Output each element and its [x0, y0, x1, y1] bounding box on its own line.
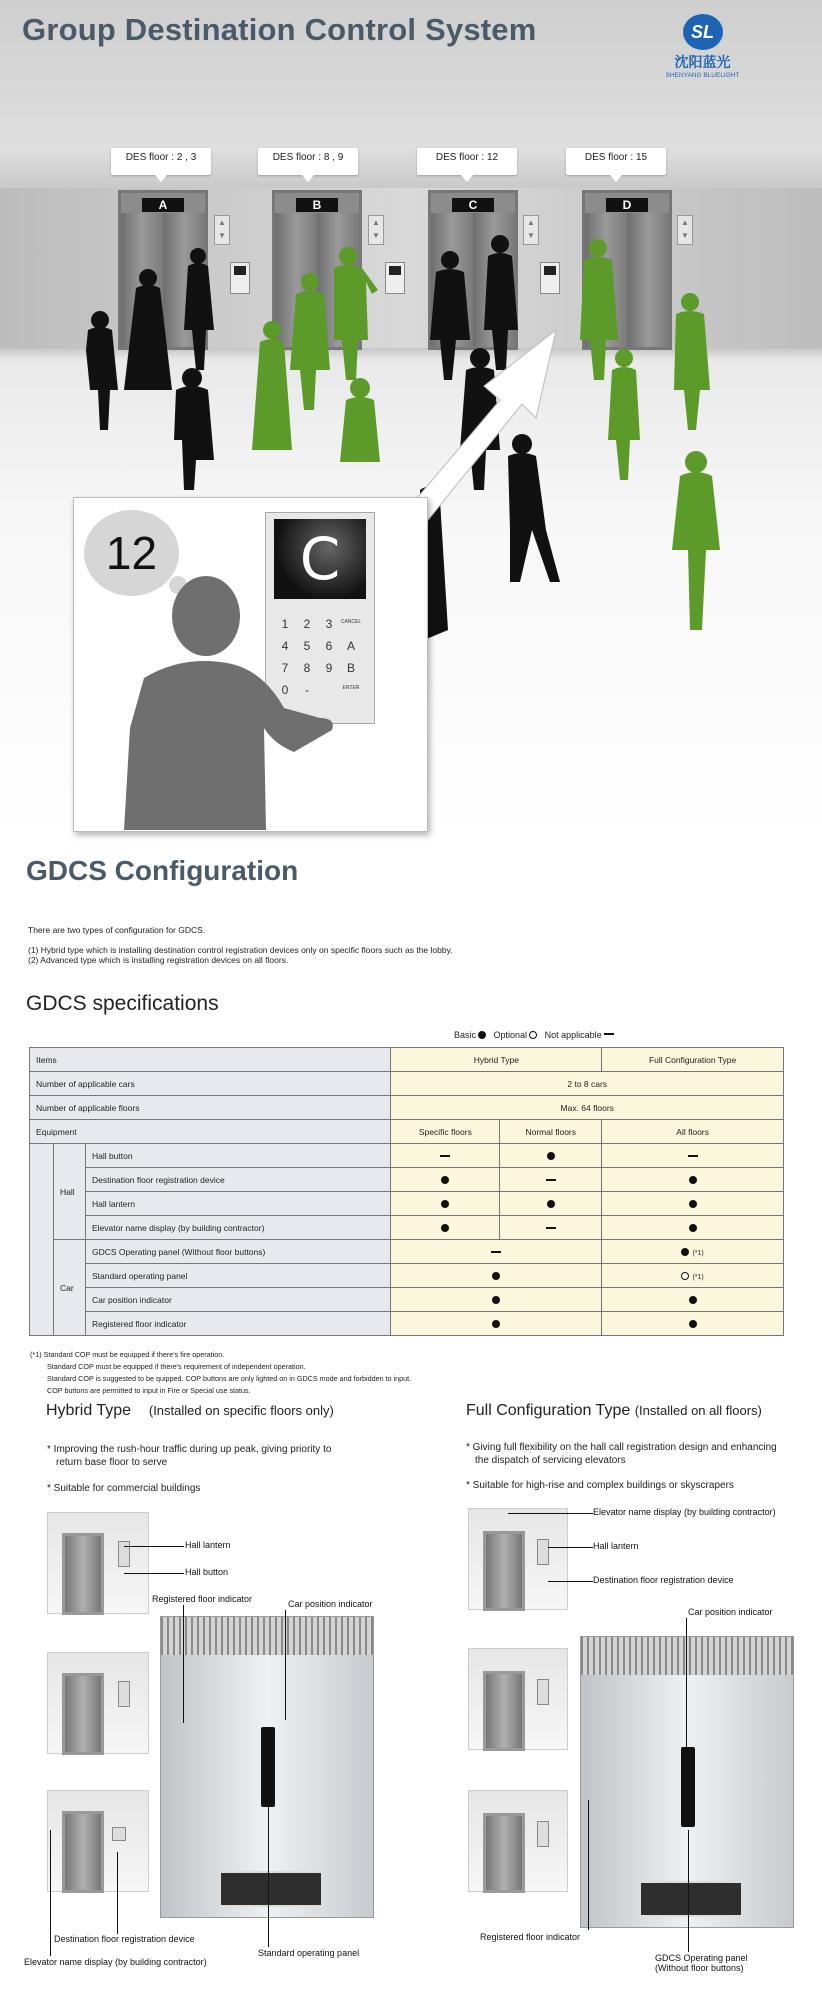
label-dest-device: Destination floor registration device — [593, 1575, 734, 1585]
car-label-d: D — [606, 198, 648, 212]
mark-cell — [602, 1264, 784, 1288]
dash-icon — [688, 1155, 698, 1157]
floor-mat — [219, 1871, 323, 1907]
floor-mat — [639, 1881, 743, 1917]
table-row — [30, 1096, 784, 1120]
hybrid-floor-lobby — [47, 1790, 149, 1892]
row-label: Destination floor registration device — [85, 1168, 391, 1192]
filled-dot-icon — [441, 1176, 449, 1184]
filled-dot-icon — [689, 1320, 697, 1328]
keypad-key: 7 — [281, 661, 289, 675]
logo-mark: SL — [683, 14, 723, 50]
header-items: Items — [30, 1048, 391, 1072]
dash-icon — [546, 1179, 556, 1181]
label-dest-device: Destination floor registration device — [54, 1934, 195, 1944]
keypad-key: 4 — [281, 639, 289, 653]
leader-line — [548, 1581, 593, 1582]
keypad-key: A — [346, 639, 355, 653]
spec-table — [29, 1047, 784, 1336]
table-row — [30, 1240, 784, 1264]
keypad-key: 1 — [281, 617, 289, 631]
row-label: GDCS Operating panel (Without floor buttons) — [85, 1240, 391, 1264]
table-indent — [30, 1144, 54, 1336]
footnote-ref: (*1) — [692, 1273, 704, 1281]
header-hybrid: Hybrid Type — [391, 1048, 602, 1072]
legend-na-label: Not applicable — [544, 1030, 602, 1040]
col-specific: Specific floors — [391, 1120, 500, 1144]
footnote: Standard COP is suggested to be quipped. COP buttons are only lighted on in GDCS mode and forbidden to input. — [47, 1374, 412, 1383]
table-row — [30, 1192, 784, 1216]
config-point-2: (2) Advanced type which is installing registration devices on all floors. — [28, 955, 289, 965]
mark-cell — [602, 1216, 784, 1240]
mark-cell — [391, 1288, 602, 1312]
dash-icon — [491, 1251, 501, 1253]
col-normal: Normal floors — [500, 1120, 602, 1144]
page-title: Group Destination Control System — [22, 12, 537, 47]
table-row — [30, 1216, 784, 1240]
mark-cell — [602, 1168, 784, 1192]
car-label-a: A — [142, 198, 184, 212]
filled-dot-icon — [689, 1224, 697, 1232]
full-floor-upper — [468, 1508, 568, 1610]
mark-cell — [391, 1192, 500, 1216]
table-row — [30, 1288, 784, 1312]
mark-cell — [391, 1144, 500, 1168]
filled-dot-icon — [689, 1296, 697, 1304]
keypad-key: 8 — [303, 661, 311, 675]
hybrid-subtitle: (Installed on specific floors only) — [148, 1403, 334, 1418]
table-row — [30, 1120, 784, 1144]
filled-dot-icon — [547, 1152, 555, 1160]
car-label-c: C — [452, 198, 494, 212]
dash-icon — [440, 1155, 450, 1157]
filled-dot-icon — [492, 1296, 500, 1304]
label-gdcs-panel-note: (Without floor buttons) — [655, 1963, 744, 1973]
mark-cell — [500, 1216, 602, 1240]
table-row — [30, 1168, 784, 1192]
row-label: Equipment — [30, 1120, 391, 1144]
full-floor-mid — [468, 1648, 568, 1750]
leader-line — [50, 1830, 51, 1956]
hybrid-title — [46, 1402, 334, 1420]
keypad-key: - — [305, 683, 309, 697]
label-hall-button: Hall button — [185, 1567, 229, 1577]
hall-lantern-icon: ▲ ▼ — [214, 215, 230, 245]
legend-optional-label: Optional — [493, 1030, 528, 1040]
keypad-key: 0 — [281, 683, 289, 697]
footnote: COP buttons are permitted to input in Fire or Special use status. — [47, 1386, 251, 1395]
table-row — [30, 1144, 784, 1168]
mark-cell — [500, 1144, 602, 1168]
hybrid-car-cabin — [160, 1616, 374, 1918]
hero-illustration — [0, 0, 822, 843]
header-full: Full Configuration Type — [602, 1048, 784, 1072]
row-value: Max. 64 floors — [391, 1096, 784, 1120]
keypad-key: CANCEL — [340, 619, 362, 625]
footnote-ref: (*1) — [692, 1249, 704, 1257]
label-hall-lantern: Hall lantern — [593, 1541, 639, 1551]
mark-cell — [602, 1240, 784, 1264]
full-subtitle: (Installed on all floors) — [634, 1403, 762, 1418]
car-label-b: B — [296, 198, 338, 212]
leader-line — [124, 1573, 184, 1574]
label-registered-floor: Registered floor indicator — [152, 1594, 253, 1604]
full-floor-lobby — [468, 1790, 568, 1892]
des-floor-tag-b: DES floor : 8 , 9 — [258, 148, 358, 175]
filled-dot-icon — [492, 1272, 500, 1280]
symbol-legend — [454, 1030, 614, 1040]
mark-cell — [391, 1240, 602, 1264]
mark-cell — [391, 1168, 500, 1192]
table-row — [30, 1312, 784, 1336]
label-std-panel: Standard operating panel — [258, 1948, 360, 1958]
keypad-key: ENTER — [342, 685, 360, 691]
des-floor-tag-d: DES floor : 15 — [566, 148, 666, 175]
leader-line — [688, 1830, 689, 1952]
table-row — [30, 1264, 784, 1288]
row-label: Hall button — [85, 1144, 391, 1168]
mark-cell — [500, 1168, 602, 1192]
row-label: Number of applicable cars — [30, 1072, 391, 1096]
label-elev-name: Elevator name display (by building contractor) — [24, 1957, 207, 1967]
dash-icon — [546, 1227, 556, 1229]
footnote: Standard COP must be equipped if there's requirement of independent operation. — [47, 1362, 306, 1371]
mark-cell — [391, 1216, 500, 1240]
config-point-1: (1) Hybrid type which is installing destination control registration devices only on specific floors such as the lobby. — [28, 945, 453, 955]
filled-dot-icon — [441, 1200, 449, 1208]
leader-line — [548, 1547, 593, 1548]
mark-cell — [500, 1192, 602, 1216]
row-label: Standard operating panel — [85, 1264, 391, 1288]
mark-cell — [391, 1264, 602, 1288]
hall-lantern-icon: ▲ ▼ — [368, 215, 384, 245]
hall-lantern-icon: ▲ ▼ — [523, 215, 539, 245]
table-header-row — [30, 1048, 784, 1072]
user-silhouette — [124, 568, 334, 830]
label-registered-floor: Registered floor indicator — [480, 1932, 581, 1942]
keypad-screen: C — [274, 519, 366, 599]
logo-english-name: SHENYANG BLUELIGHT — [665, 72, 740, 79]
hollow-circle-icon — [681, 1272, 689, 1280]
hybrid-floor-mid — [47, 1652, 149, 1754]
logo-chinese-name: 沈阳蓝光 — [674, 54, 731, 70]
keypad-key: B — [346, 661, 355, 675]
hybrid-bullet-1-cont: return base floor to serve — [56, 1457, 168, 1468]
keypad-key: 2 — [303, 617, 311, 631]
full-title-text: Full Configuration Type — [466, 1402, 631, 1419]
footnote: (*1) Standard COP must be equipped if there's fire operation. — [30, 1350, 225, 1359]
leader-line — [183, 1605, 184, 1723]
col-all: All floors — [602, 1120, 784, 1144]
group-car: Car — [53, 1240, 85, 1336]
leader-line — [508, 1513, 593, 1514]
hybrid-floor-upper — [47, 1512, 149, 1614]
leader-line — [285, 1610, 286, 1720]
filled-dot-icon — [689, 1176, 697, 1184]
mark-cell — [602, 1192, 784, 1216]
filled-dot-icon — [441, 1224, 449, 1232]
leader-line — [117, 1852, 118, 1934]
leader-line — [588, 1800, 589, 1930]
keypad-key: 6 — [325, 639, 333, 653]
spec-title: GDCS specifications — [26, 992, 219, 1015]
label-elev-name: Elevator name display (by building contractor) — [593, 1507, 776, 1517]
mark-cell — [602, 1312, 784, 1336]
row-label: Car position indicator — [85, 1288, 391, 1312]
config-intro: There are two types of configuration for GDCS. — [28, 925, 206, 935]
row-label: Number of applicable floors — [30, 1096, 391, 1120]
hybrid-bullet-2: * Suitable for commercial buildings — [47, 1483, 201, 1494]
hollow-circle-icon — [529, 1031, 537, 1039]
des-floor-tag-a: DES floor : 2 , 3 — [111, 148, 211, 175]
keypad-key: 5 — [303, 639, 311, 653]
table-row — [30, 1072, 784, 1096]
filled-dot-icon — [689, 1200, 697, 1208]
keypad-key: 9 — [325, 661, 333, 675]
destination-floor-number: 12 — [105, 527, 158, 579]
des-floor-tag-c: DES floor : 12 — [417, 148, 517, 175]
mark-cell — [602, 1144, 784, 1168]
full-bullet-1: * Giving full flexibility on the hall call registration design and enhancing — [466, 1442, 777, 1453]
leader-line — [124, 1546, 184, 1547]
group-hall: Hall — [53, 1144, 85, 1240]
row-label: Registered floor indicator — [85, 1312, 391, 1336]
legend-basic-label: Basic — [454, 1030, 477, 1040]
label-car-position: Car position indicator — [688, 1607, 773, 1617]
brand-logo — [665, 14, 740, 84]
row-label: Hall lantern — [85, 1192, 391, 1216]
hybrid-title-text: Hybrid Type — [46, 1402, 132, 1419]
full-title — [466, 1402, 762, 1420]
label-hall-lantern: Hall lantern — [185, 1540, 231, 1550]
dash-icon — [604, 1033, 614, 1035]
hybrid-bullet-1: * Improving the rush-hour traffic during up peak, giving priority to — [47, 1444, 332, 1455]
keypad-key: 3 — [325, 617, 333, 631]
full-car-cabin — [580, 1636, 794, 1928]
keypad-inset — [73, 497, 428, 832]
full-bullet-1-cont: the dispatch of servicing elevators — [475, 1455, 626, 1466]
filled-dot-icon — [478, 1031, 486, 1039]
gdcs-operating-panel — [681, 1747, 695, 1827]
filled-dot-icon — [681, 1248, 689, 1256]
leader-line — [268, 1745, 269, 1947]
label-car-position: Car position indicator — [288, 1599, 373, 1609]
full-bullet-2: * Suitable for high-rise and complex buildings or skyscrapers — [466, 1480, 734, 1491]
mark-cell — [602, 1288, 784, 1312]
row-label: Elevator name display (by building contractor) — [85, 1216, 391, 1240]
filled-dot-icon — [547, 1200, 555, 1208]
filled-dot-icon — [492, 1320, 500, 1328]
row-value: 2 to 8 cars — [391, 1072, 784, 1096]
config-title: GDCS Configuration — [26, 855, 299, 886]
leader-line — [686, 1618, 687, 1748]
hall-lantern-icon: ▲ ▼ — [677, 215, 693, 245]
label-gdcs-panel: GDCS Operating panel — [655, 1953, 748, 1963]
mark-cell — [391, 1312, 602, 1336]
